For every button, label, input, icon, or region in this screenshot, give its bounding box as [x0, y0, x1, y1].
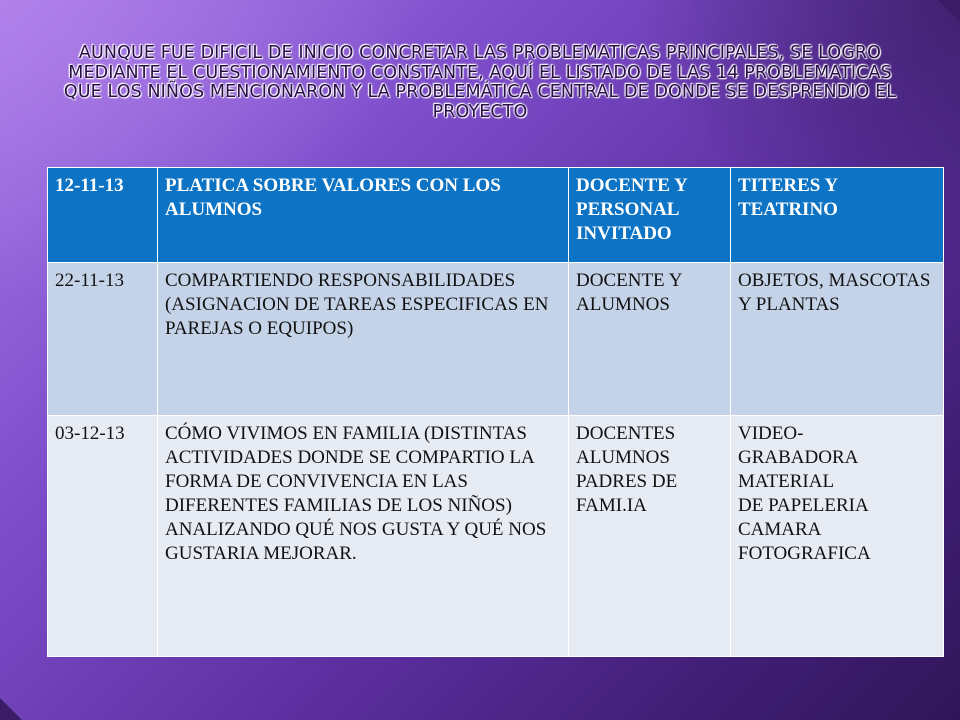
- slide-title: AUNQUE FUE DIFICIL DE INICIO CONCRETAR LAS PROBLEMATICAS PRINCIPALES, SE LOGRO MEDIANTE EL CUESTIONAMIENTO CONSTANTE, AQUÍ EL LISTADO DE LAS 14 PROBLEMATICAS QUE LOS NIÑOS MENCIONARON Y LA PROBLEMÁTICA CENTRAL DE DONDE SE DESPRENDIO EL PROYECTO: [63, 43, 897, 122]
- row-date: 22-11-13: [48, 263, 158, 416]
- header-date: 12-11-13: [48, 168, 158, 263]
- header-materials: TITERES Y TEATRINO: [731, 168, 944, 263]
- row-materials: VIDEO- GRABADORA MATERIAL DE PAPELERIA CAMARA FOTOGRAFICA: [731, 416, 944, 657]
- table-header-row: [48, 168, 944, 263]
- table-row: [48, 263, 944, 416]
- row-participants: DOCENTES ALUMNOS PADRES DE FAMI.IA: [569, 416, 731, 657]
- row-date: 03-12-13: [48, 416, 158, 657]
- header-activity: PLATICA SOBRE VALORES CON LOS ALUMNOS: [158, 168, 569, 263]
- row-participants: DOCENTE Y ALUMNOS: [569, 263, 731, 416]
- row-activity: COMPARTIENDO RESPONSABILIDADES (ASIGNACION DE TAREAS ESPECIFICAS EN PAREJAS O EQUIPOS): [158, 263, 569, 416]
- header-participants: DOCENTE Y PERSONAL INVITADO: [569, 168, 731, 263]
- activities-table: [47, 167, 944, 657]
- corner-accent-top-right: [938, 0, 960, 22]
- table-row: [48, 416, 944, 657]
- row-materials: OBJETOS, MASCOTAS Y PLANTAS: [731, 263, 944, 416]
- row-activity: CÓMO VIVIMOS EN FAMILIA (DISTINTAS ACTIVIDADES DONDE SE COMPARTIO LA FORMA DE CONVIVENCIA EN LAS DIFERENTES FAMILIAS DE LOS NIÑOS) ANALIZANDO QUÉ NOS GUSTA Y QUÉ NOS GUSTARIA MEJORAR.: [158, 416, 569, 657]
- corner-accent-bottom-left: [0, 698, 22, 720]
